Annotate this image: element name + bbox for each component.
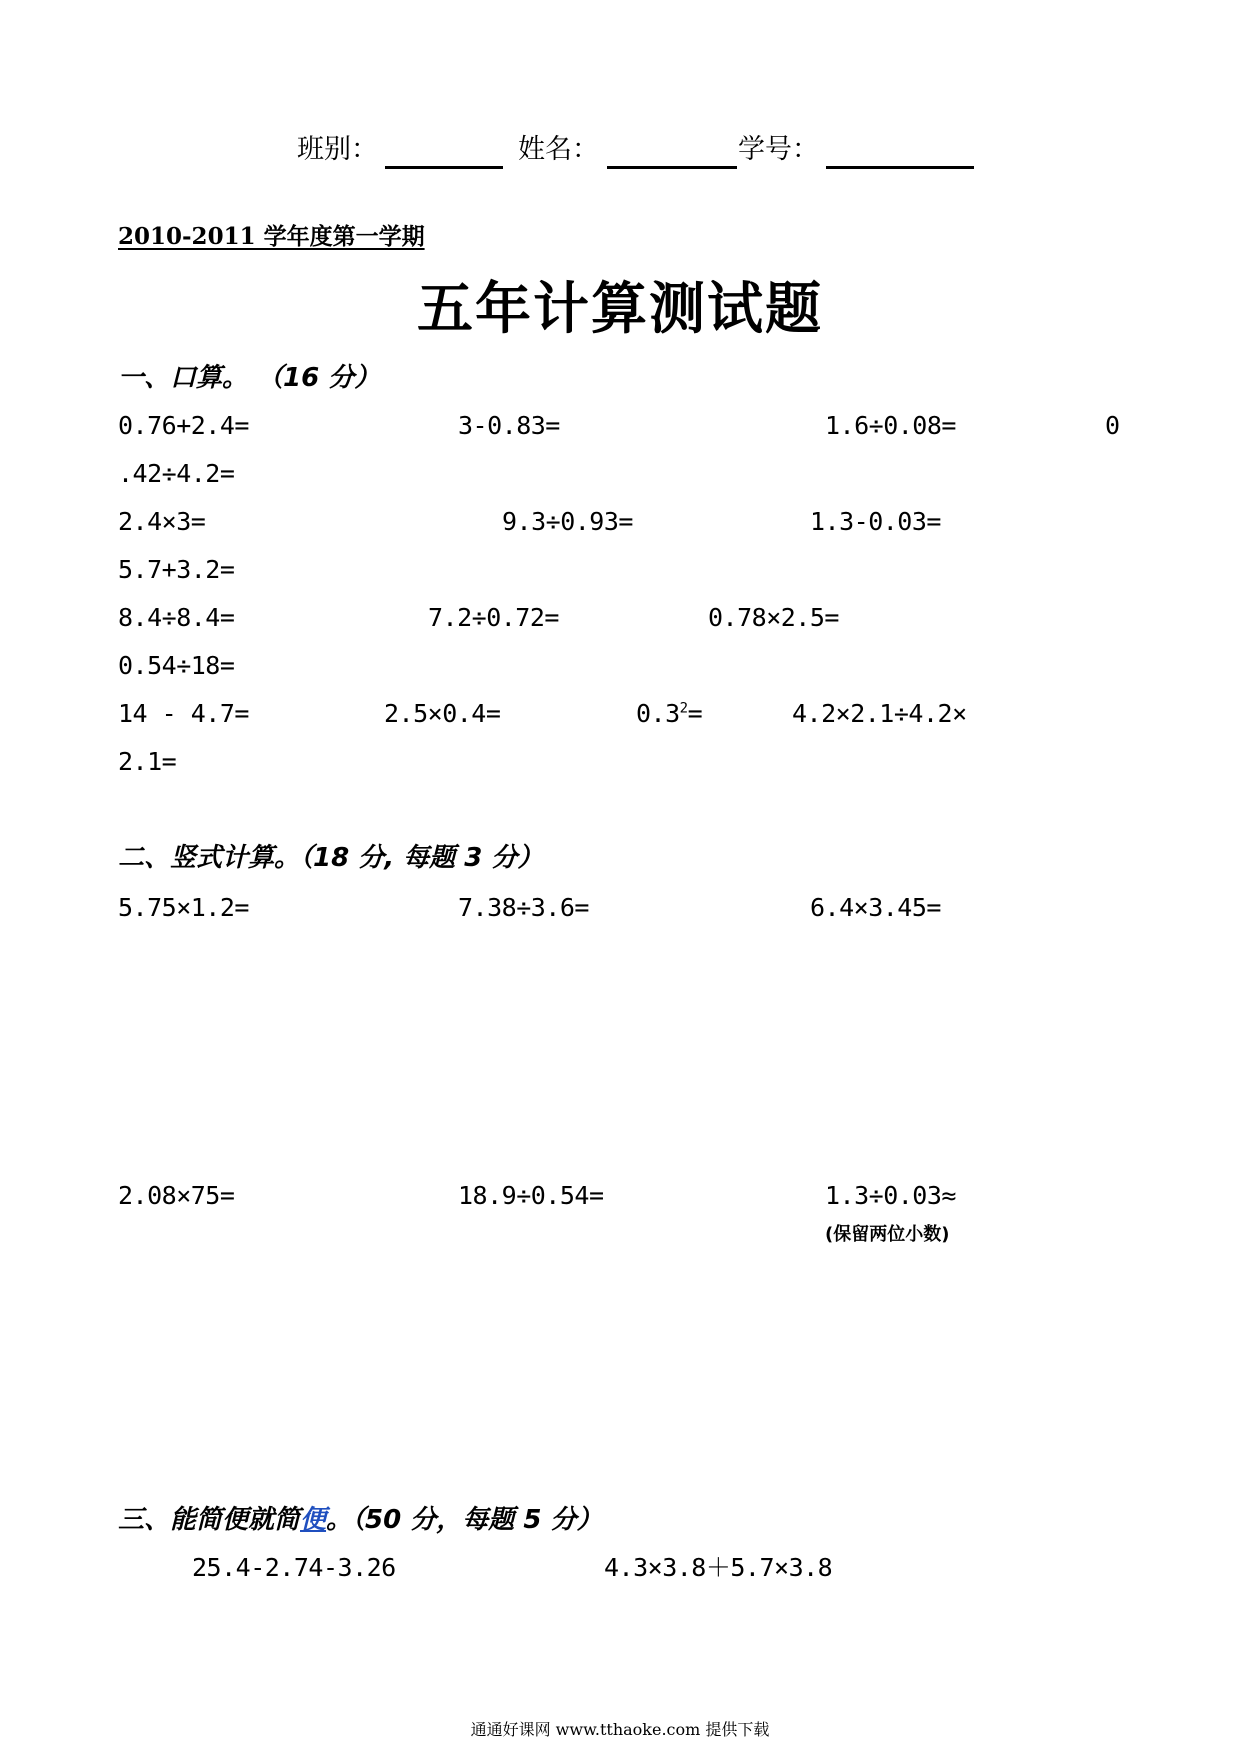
- student-id-label: 学号：: [738, 134, 819, 165]
- section-1-heading: 一、口算。 （16 分）: [118, 363, 381, 393]
- oral-item-4-rest: .42÷4.2=: [118, 459, 235, 488]
- class-label: 班别：: [297, 134, 378, 165]
- oral-item-14: 2.5×0.4=: [384, 699, 501, 728]
- oral-item-11: 0.78×2.5=: [708, 603, 839, 632]
- name-blank[interactable]: [607, 166, 737, 169]
- oral-item-16-rest: 2.1=: [118, 747, 177, 776]
- oral-item-8: 5.7+3.2=: [118, 555, 235, 584]
- oral-item-6: 9.3÷0.93=: [502, 507, 633, 536]
- footer-text: 通通好课网 www.tthaoke.com 提供下载: [470, 1720, 770, 1739]
- exponent: 2: [679, 700, 688, 717]
- oral-item-12: 0.54÷18=: [118, 651, 235, 680]
- vertical-item-2: 7.38÷3.6=: [458, 893, 589, 922]
- class-blank[interactable]: [385, 166, 503, 169]
- vertical-item-3: 6.4×3.45=: [810, 893, 941, 922]
- section-3-heading: 三、能简便就简便。（50 分，每题 5 分）: [118, 1505, 603, 1535]
- term-label: 2010-2011 学年度第一学期: [118, 223, 425, 250]
- oral-item-15: $0.3^2=$: [636, 699, 703, 728]
- heading-link[interactable]: 便: [300, 1505, 327, 1535]
- vertical-item-1: 5.75×1.2=: [118, 893, 249, 922]
- oral-item-2: 3-0.83=: [458, 411, 560, 440]
- oral-item-9: 8.4÷8.4=: [118, 603, 235, 632]
- section-2-heading: 二、竖式计算。（18 分, 每题 3 分）: [118, 843, 544, 873]
- oral-item-13: 14 - 4.7=: [118, 699, 249, 728]
- oral-item-4-start: 0: [1105, 411, 1120, 440]
- oral-item-3: 1.6÷0.08=: [825, 411, 956, 440]
- page-title: 五年计算测试题: [417, 276, 823, 342]
- simplify-item-2: 4.3×3.8＋5.7×3.8: [604, 1553, 833, 1582]
- student-id-blank[interactable]: [826, 166, 974, 169]
- oral-item-10: 7.2÷0.72=: [428, 603, 559, 632]
- oral-item-7: 1.3-0.03=: [810, 507, 941, 536]
- oral-item-16-start: 4.2×2.1÷4.2×: [792, 699, 967, 728]
- vertical-item-6: 1.3÷0.03≈: [825, 1181, 956, 1210]
- oral-item-5: 2.4×3=: [118, 507, 206, 536]
- oral-item-1: 0.76+2.4=: [118, 411, 249, 440]
- rounding-note: (保留两位小数): [825, 1224, 950, 1245]
- vertical-item-4: 2.08×75=: [118, 1181, 235, 1210]
- name-label: 姓名：: [518, 134, 599, 165]
- simplify-item-1: 25.4-2.74-3.26: [192, 1553, 396, 1582]
- vertical-item-5: 18.9÷0.54=: [458, 1181, 604, 1210]
